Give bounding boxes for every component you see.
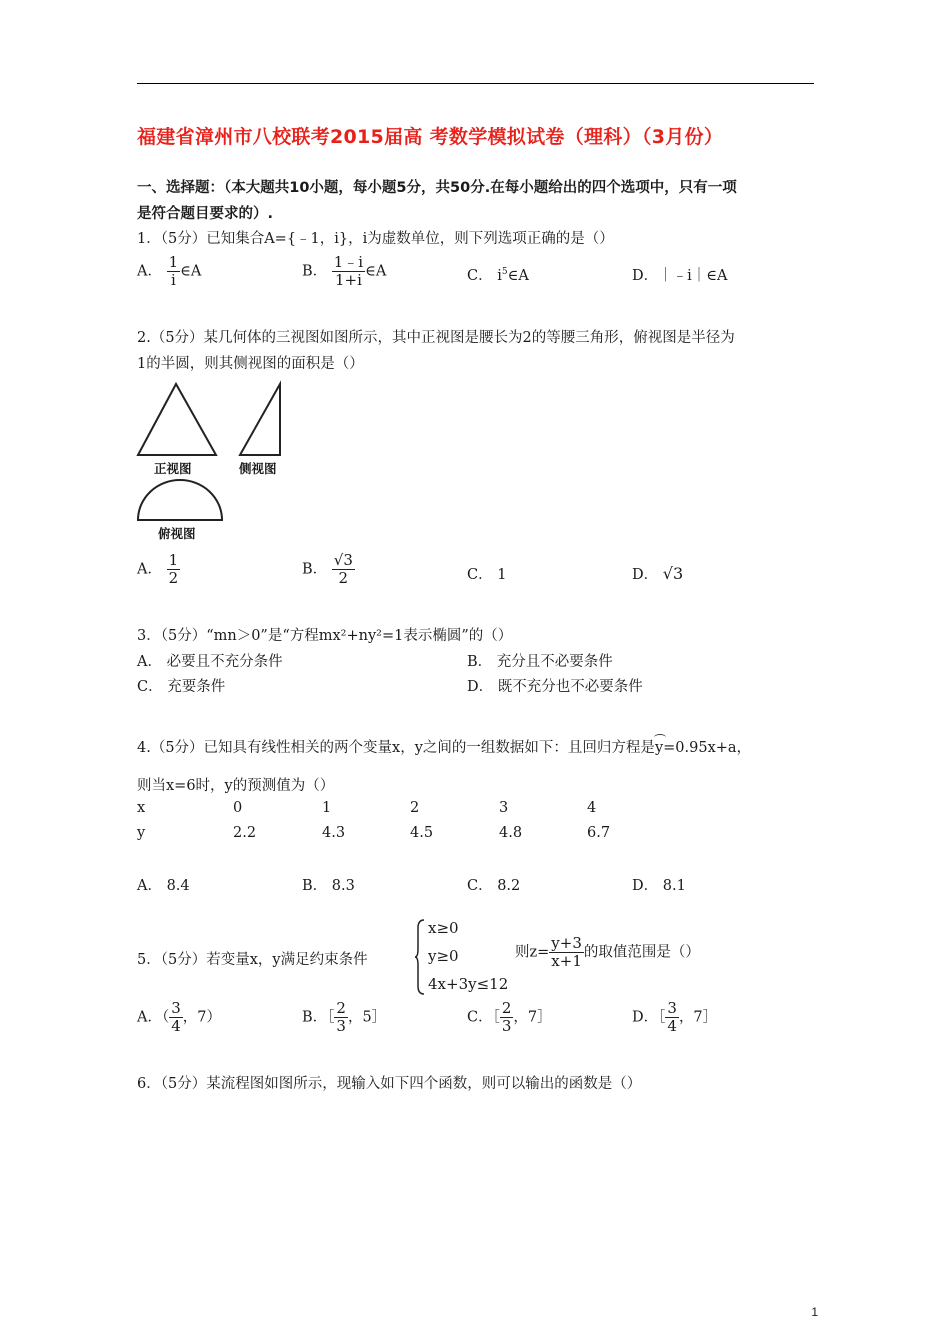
table-y-label: y — [137, 825, 146, 841]
option-label: D． — [632, 268, 659, 284]
constraint-2: y≥0 — [428, 947, 459, 965]
fraction: $\frac{1}{2}$ — [168, 551, 179, 587]
y-hat-symbol: y — [654, 740, 664, 756]
question-1-option-d[interactable]: D．｜﹣i｜∈A — [632, 268, 728, 284]
table-cell: 4 — [587, 800, 597, 816]
fraction: $\frac{2}{3}$ — [501, 999, 512, 1035]
side-view-triangle — [240, 384, 280, 455]
question-2-stem-line2: 1的半圆，则其侧视图的面积是（） — [137, 356, 364, 372]
front-view-label: 正视图 — [154, 461, 192, 476]
question-5-stem-pre: 5．（5分）若变量x，y满足约束条件 — [137, 952, 368, 968]
question-3-option-b[interactable]: B． 充分且不必要条件 — [467, 654, 613, 670]
question-2-option-b[interactable] — [302, 552, 355, 587]
question-4-option-c[interactable]: C． 8.2 — [467, 878, 521, 894]
question-3-stem: 3．（5分）“mn＞0”是“方程mx²+ny²=1表示椭圆”的（） — [137, 628, 513, 644]
table-cell: 1 — [322, 800, 332, 816]
question-1-stem: 1．（5分）已知集合A={﹣1，i}，i为虚数单位，则下列选项正确的是（） — [137, 231, 614, 247]
side-view-label: 侧视图 — [239, 461, 277, 476]
question-1-option-c[interactable]: C． $i^5\in A$ — [467, 267, 529, 284]
top-view-semicircle — [138, 480, 222, 520]
question-5-option-a[interactable]: A．（ $\frac{3}{4}$ ，7） — [137, 999, 222, 1035]
table-cell: 3 — [499, 800, 509, 816]
table-cell: 4.5 — [410, 825, 434, 841]
question-2-option-c[interactable]: C． 1 — [467, 567, 507, 583]
option-label: C． — [467, 567, 493, 583]
question-5-option-b[interactable]: B．［ $\frac{2}{3}$ ，5］ — [302, 999, 387, 1035]
fraction: $\frac{1}{i}$ — [168, 253, 179, 289]
question-2-option-d[interactable]: D． √3 — [632, 564, 684, 583]
question-6-stem: 6．（5分）某流程图如图所示，现输入如下四个函数，则可以输出的函数是（） — [137, 1076, 642, 1092]
question-3-option-c[interactable]: C． 充要条件 — [137, 679, 226, 695]
question-5-option-c[interactable]: C．［ $\frac{2}{3}$ ，7］ — [467, 999, 552, 1035]
page-number: 1 — [811, 1305, 818, 1319]
question-2-stem-line1: 2.（5分）某几何体的三视图如图所示，其中正视图是腰长为2的等腰三角形，俯视图是半径为 — [137, 330, 735, 346]
fraction: $\frac{√3}{2}$ — [333, 551, 353, 587]
question-4-option-d[interactable]: D． 8.1 — [632, 878, 686, 894]
option-label: D． — [632, 567, 659, 583]
question-4-stem-line2: 则当x=6时，y的预测值为（） — [137, 778, 335, 794]
front-view-triangle — [138, 384, 216, 455]
table-cell: 0 — [233, 800, 243, 816]
question-4-option-b[interactable]: B． 8.3 — [302, 878, 355, 894]
option-label: C． — [467, 268, 493, 284]
top-view-label: 俯视图 — [158, 526, 196, 541]
question-2-option-a[interactable] — [137, 552, 180, 587]
question-1-option-b[interactable]: B． $\frac{1﹣i}{1+i}$ ∈A — [302, 253, 387, 289]
header-rule — [137, 83, 814, 84]
table-cell: 4.3 — [322, 825, 346, 841]
fraction: $\frac{1﹣i}{1+i}$ — [333, 253, 364, 289]
question-5-stem-post: 则z= $\frac{y+3}{x+1}$ 的取值范围是（） — [515, 934, 700, 970]
section-heading-line2: 是符合题目要求的）. — [137, 206, 274, 222]
option-label: B． — [302, 561, 328, 578]
fraction: $\frac{3}{4}$ — [667, 999, 677, 1035]
table-cell: 4.8 — [499, 825, 523, 841]
constraint-brace — [414, 918, 426, 996]
question-4-option-a[interactable]: A． 8.4 — [137, 878, 190, 894]
question-3-option-d[interactable]: D． 既不充分也不必要条件 — [467, 679, 643, 695]
question-3-option-a[interactable]: A． 必要且不充分条件 — [137, 654, 283, 670]
table-x-label: x — [137, 800, 146, 816]
question-5-option-d[interactable]: D．［ $\frac{3}{4}$ ，7］ — [632, 999, 718, 1035]
question-4-stem-line1: 4.（5分）已知具有线性相关的两个变量x，y之间的一组数据如下：且回归方程是y=0.95x+a， — [137, 740, 752, 756]
table-cell: 2.2 — [233, 825, 257, 841]
table-cell: 6.7 — [587, 825, 611, 841]
option-label: A． — [137, 263, 162, 280]
option-label: A． — [137, 561, 162, 578]
page-title: 福建省漳州市八校联考2015届高 考数学模拟试卷（理科）（3月份） — [137, 126, 724, 148]
constraint-3: 4x+3y≤12 — [428, 975, 509, 993]
option-label: B． — [302, 263, 328, 280]
fraction: $\frac{3}{4}$ — [171, 999, 181, 1035]
section-heading-line1: 一、选择题：（本大题共10小题，每小题5分，共50分.在每小题给出的四个选项中，只有一项 — [137, 180, 737, 196]
question-1-option-a[interactable]: A． $\frac{1}{i}$ ∈A — [137, 253, 202, 289]
z-fraction: $\frac{y+3}{x+1}$ — [551, 934, 582, 970]
table-cell: 2 — [410, 800, 420, 816]
fraction: $\frac{2}{3}$ — [336, 999, 346, 1035]
constraint-1: x≥0 — [428, 919, 459, 937]
